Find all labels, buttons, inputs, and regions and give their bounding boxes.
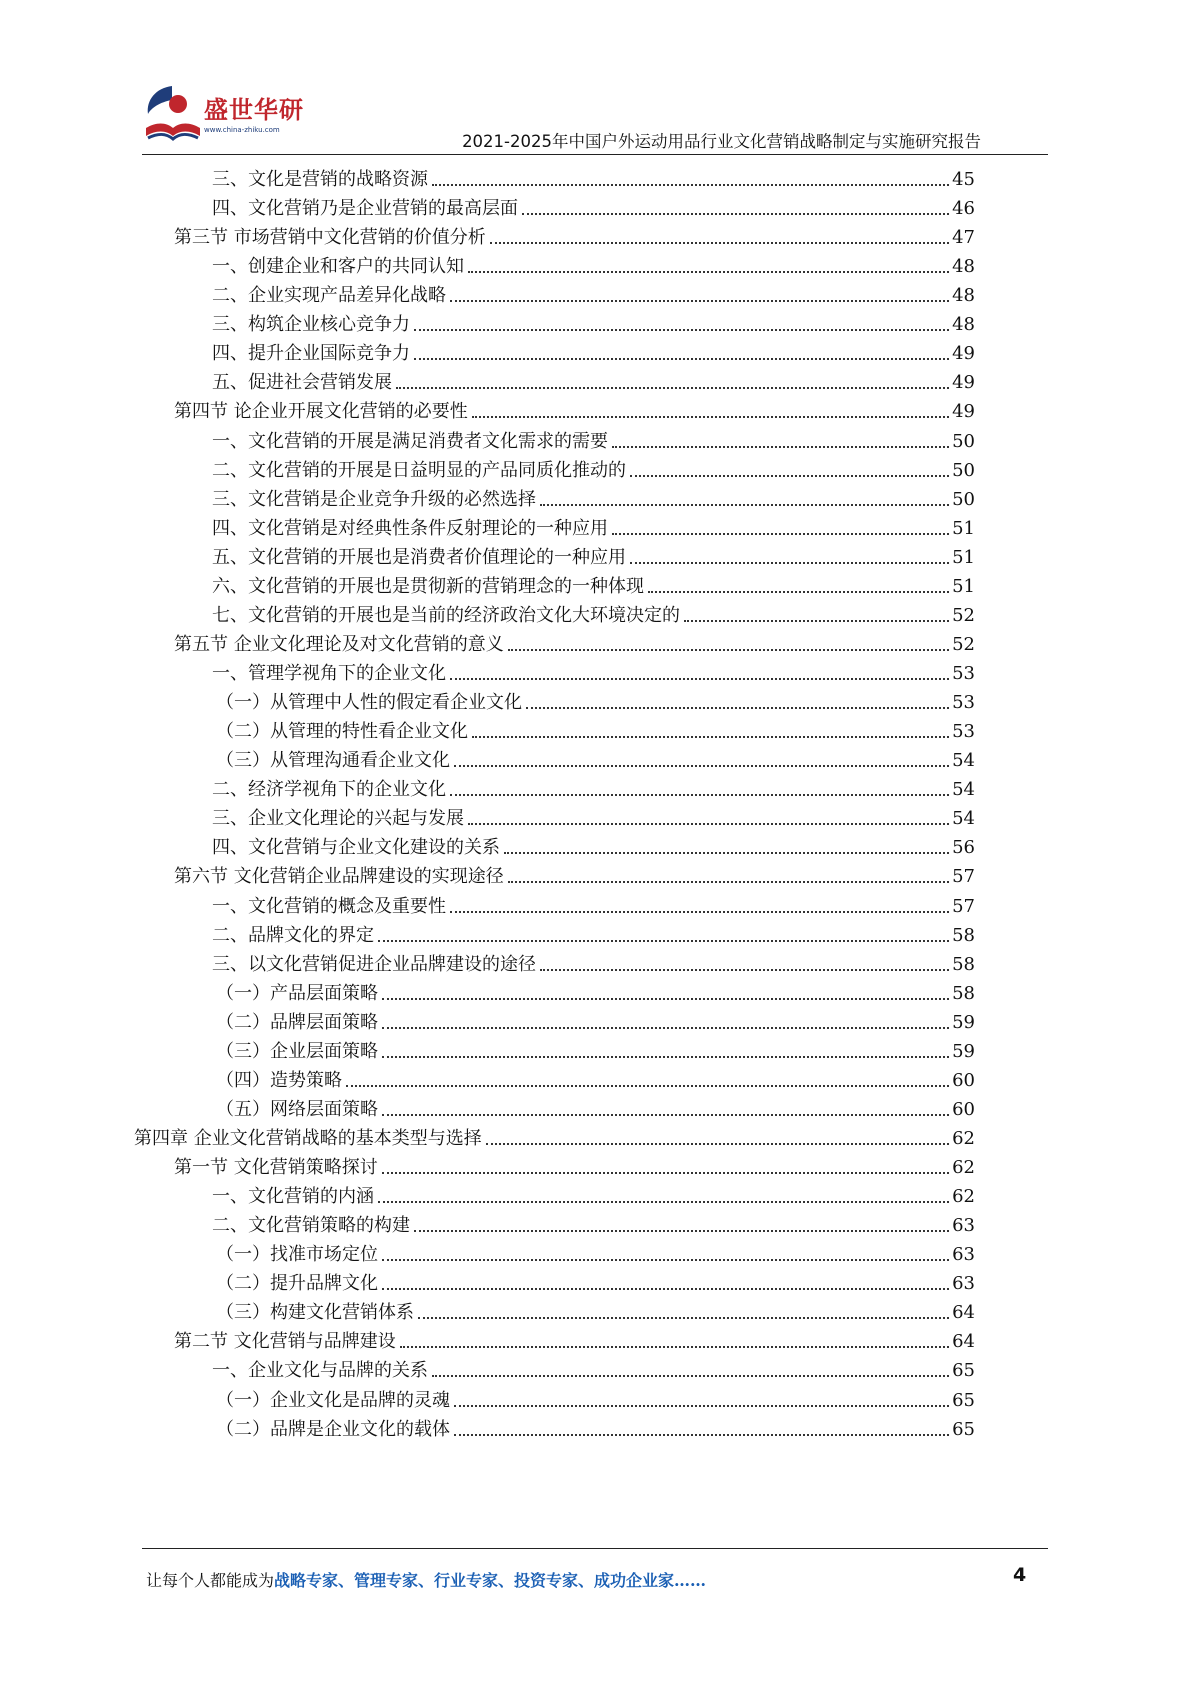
toc-entry[interactable] bbox=[212, 363, 975, 394]
toc-dot-leader bbox=[418, 1317, 949, 1319]
toc-entry[interactable] bbox=[212, 189, 975, 220]
toc-entry-title: （一）产品层面策略 bbox=[216, 982, 378, 1004]
toc-entry-title: （一）企业文化是品牌的灵魂 bbox=[216, 1389, 450, 1411]
toc-entry-page: 56 bbox=[952, 837, 975, 859]
toc-entry-page: 48 bbox=[952, 256, 975, 278]
toc-entry[interactable] bbox=[212, 799, 975, 830]
toc-dot-leader bbox=[450, 911, 949, 913]
toc-entry-title: 六、文化营销的开展也是贯彻新的营销理念的一种体现 bbox=[212, 575, 644, 597]
toc-entry-page: 48 bbox=[952, 285, 975, 307]
toc-dot-leader bbox=[382, 998, 949, 1000]
toc-entry-page: 65 bbox=[952, 1389, 975, 1411]
toc-entry[interactable] bbox=[212, 538, 975, 569]
toc-entry-title: （二）从管理的特性看企业文化 bbox=[216, 721, 468, 743]
toc-dot-leader bbox=[472, 416, 949, 418]
toc-dot-leader bbox=[468, 271, 949, 273]
toc-entry-page: 52 bbox=[952, 633, 975, 655]
toc-entry-page: 50 bbox=[952, 430, 975, 452]
toc-entry-page: 63 bbox=[952, 1244, 975, 1266]
toc-entry-page: 64 bbox=[952, 1331, 975, 1353]
toc-entry-page: 50 bbox=[952, 459, 975, 481]
header-divider bbox=[142, 154, 1048, 155]
logo-book-icon bbox=[142, 82, 204, 148]
toc-entry-page: 65 bbox=[952, 1360, 975, 1382]
toc-entry-title: 第六节 文化营销企业品牌建设的实现途径 bbox=[174, 866, 504, 888]
toc-dot-leader bbox=[382, 1027, 949, 1029]
toc-entry-title: 三、文化营销是企业竞争升级的必然选择 bbox=[212, 488, 536, 510]
toc-entry[interactable] bbox=[212, 1177, 975, 1208]
toc-entry-title: （二）品牌层面策略 bbox=[216, 1011, 378, 1033]
toc-entry-page: 47 bbox=[952, 227, 975, 249]
toc-entry-title: （一）找准市场定位 bbox=[216, 1244, 378, 1266]
toc-entry-title: （二）品牌是企业文化的载体 bbox=[216, 1418, 450, 1440]
toc-entry-title: 第五节 企业文化理论及对文化营销的意义 bbox=[174, 633, 504, 655]
toc-dot-leader bbox=[508, 881, 949, 883]
company-logo bbox=[142, 82, 322, 148]
toc-entry-title: 第二节 文化营销与品牌建设 bbox=[174, 1331, 396, 1353]
toc-dot-leader bbox=[382, 1172, 949, 1174]
toc-entry[interactable] bbox=[212, 160, 975, 191]
toc-dot-leader bbox=[414, 358, 949, 360]
toc-entry[interactable] bbox=[174, 625, 975, 656]
footer-divider bbox=[142, 1548, 1048, 1549]
toc-dot-leader bbox=[612, 446, 949, 448]
toc-entry[interactable] bbox=[212, 305, 975, 336]
toc-entry-title: 四、文化营销是对经典性条件反射理论的一种应用 bbox=[212, 517, 608, 539]
toc-dot-leader bbox=[382, 1114, 949, 1116]
toc-entry[interactable] bbox=[212, 770, 975, 801]
toc-entry[interactable] bbox=[212, 247, 975, 278]
footer-slogan bbox=[146, 1568, 706, 1591]
toc-entry-title: 第四章 企业文化营销战略的基本类型与选择 bbox=[134, 1127, 482, 1149]
toc-entry-title: 五、文化营销的开展也是消费者价值理论的一种应用 bbox=[212, 546, 626, 568]
toc-entry[interactable] bbox=[216, 1090, 975, 1121]
logo-url: www.china-zhiku.com bbox=[204, 126, 280, 134]
toc-entry-page: 58 bbox=[952, 982, 975, 1004]
toc-dot-leader bbox=[630, 562, 949, 564]
toc-dot-leader bbox=[378, 1201, 949, 1203]
toc-dot-leader bbox=[684, 620, 949, 622]
logo-name: 盛世华研 bbox=[204, 96, 304, 124]
toc-entry-title: 二、文化营销策略的构建 bbox=[212, 1215, 410, 1237]
toc-entry[interactable] bbox=[212, 276, 975, 307]
toc-entry-page: 48 bbox=[952, 314, 975, 336]
toc-entry[interactable] bbox=[216, 1061, 975, 1092]
toc-entry-page: 53 bbox=[952, 663, 975, 685]
toc-entry[interactable] bbox=[216, 1381, 975, 1412]
toc-entry-page: 64 bbox=[952, 1302, 975, 1324]
toc-entry-title: 三、文化是营销的战略资源 bbox=[212, 169, 428, 190]
toc-entry-title: 三、构筑企业核心竞争力 bbox=[212, 314, 410, 336]
toc-entry-title: 一、创建企业和客户的共同认知 bbox=[212, 256, 464, 278]
toc-dot-leader bbox=[454, 1405, 949, 1407]
toc-dot-leader bbox=[508, 649, 949, 651]
toc-dot-leader bbox=[432, 184, 949, 186]
toc-entry-title: 四、提升企业国际竞争力 bbox=[212, 343, 410, 365]
toc-entry-title: 一、文化营销的内涵 bbox=[212, 1186, 374, 1208]
toc-entry-title: 一、企业文化与品牌的关系 bbox=[212, 1360, 428, 1382]
toc-entry[interactable] bbox=[212, 1206, 975, 1237]
toc-entry-title: 五、促进社会营销发展 bbox=[212, 372, 392, 394]
toc-dot-leader bbox=[526, 707, 949, 709]
toc-entry-page: 49 bbox=[952, 343, 975, 365]
toc-dot-leader bbox=[504, 852, 949, 854]
toc-dot-leader bbox=[522, 213, 949, 215]
toc-entry-page: 53 bbox=[952, 721, 975, 743]
toc-entry-title: 一、文化营销的概念及重要性 bbox=[212, 895, 446, 917]
toc-entry-page: 62 bbox=[952, 1127, 975, 1149]
toc-dot-leader bbox=[378, 940, 949, 942]
toc-entry-page: 57 bbox=[952, 895, 975, 917]
toc-entry-page: 46 bbox=[952, 198, 975, 220]
toc-dot-leader bbox=[472, 736, 949, 738]
toc-dot-leader bbox=[454, 1434, 949, 1436]
toc-entry-title: 四、文化营销与企业文化建设的关系 bbox=[212, 837, 500, 859]
toc-entry-title: （三）从管理沟通看企业文化 bbox=[216, 750, 450, 772]
toc-entry[interactable] bbox=[216, 1235, 975, 1266]
toc-entry-title: 三、企业文化理论的兴起与发展 bbox=[212, 808, 464, 830]
toc-entry-title: （二）提升品牌文化 bbox=[216, 1273, 378, 1295]
toc-dot-leader bbox=[396, 387, 949, 389]
toc-entry-title: （五）网络层面策略 bbox=[216, 1098, 378, 1120]
toc-entry[interactable] bbox=[216, 974, 975, 1005]
footer-slogan-prefix: 让每个人都能成为 bbox=[146, 1571, 275, 1590]
toc-entry-title: 二、文化营销的开展是日益明显的产品同质化推动的 bbox=[212, 459, 626, 481]
toc-entry-page: 49 bbox=[952, 401, 975, 423]
toc-dot-leader bbox=[486, 1143, 949, 1145]
toc-entry-title: （四）造势策略 bbox=[216, 1069, 342, 1091]
toc-entry-page: 59 bbox=[952, 1011, 975, 1033]
toc-entry[interactable] bbox=[216, 1410, 975, 1441]
toc-entry-page: 58 bbox=[952, 953, 975, 975]
report-title: 2021-2025年中国户外运动用品行业文化营销战略制定与实施研究报告 bbox=[462, 132, 981, 151]
toc-entry[interactable] bbox=[212, 828, 975, 859]
toc-entry-page: 65 bbox=[952, 1418, 975, 1440]
toc-dot-leader bbox=[450, 300, 949, 302]
toc-entry[interactable] bbox=[134, 1119, 975, 1150]
toc-entry[interactable] bbox=[212, 945, 975, 976]
toc-entry-page: 54 bbox=[952, 779, 975, 801]
toc-dot-leader bbox=[450, 678, 949, 680]
toc-entry[interactable] bbox=[212, 451, 975, 482]
toc-entry-page: 54 bbox=[952, 808, 975, 830]
toc-entry-page: 52 bbox=[952, 604, 975, 626]
toc-dot-leader bbox=[414, 329, 949, 331]
toc-entry[interactable] bbox=[212, 480, 975, 511]
toc-dot-leader bbox=[382, 1259, 949, 1261]
toc-entry-title: 三、以文化营销促进企业品牌建设的途径 bbox=[212, 953, 536, 975]
toc-entry-page: 54 bbox=[952, 750, 975, 772]
toc-entry-page: 62 bbox=[952, 1157, 975, 1179]
toc-entry-title: 第四节 论企业开展文化营销的必要性 bbox=[174, 401, 468, 423]
toc-entry-page: 60 bbox=[952, 1098, 975, 1120]
toc-entry-title: 二、经济学视角下的企业文化 bbox=[212, 779, 446, 801]
toc-entry-title: 一、管理学视角下的企业文化 bbox=[212, 663, 446, 685]
toc-entry-page: 59 bbox=[952, 1040, 975, 1062]
toc-entry[interactable] bbox=[174, 1322, 975, 1353]
toc-entry-title: 二、企业实现产品差异化战略 bbox=[212, 285, 446, 307]
toc-entry-page: 58 bbox=[952, 924, 975, 946]
page-header bbox=[0, 0, 1191, 160]
toc-entry-title: 一、文化营销的开展是满足消费者文化需求的需要 bbox=[212, 430, 608, 452]
toc-entry-page: 57 bbox=[952, 866, 975, 888]
toc-entry-page: 51 bbox=[952, 546, 975, 568]
toc-dot-leader bbox=[612, 533, 949, 535]
toc-entry[interactable] bbox=[212, 422, 975, 453]
toc-entry[interactable] bbox=[216, 1003, 975, 1034]
toc-entry[interactable] bbox=[174, 857, 975, 888]
toc-entry-title: 四、文化营销乃是企业营销的最高层面 bbox=[212, 198, 518, 220]
toc-entry[interactable] bbox=[174, 392, 975, 423]
footer-slogan-highlight: 战略专家、管理专家、行业专家、投资专家、成功企业家…… bbox=[274, 1571, 707, 1590]
toc-entry[interactable] bbox=[174, 218, 975, 249]
toc-dot-leader bbox=[540, 504, 949, 506]
toc-dot-leader bbox=[540, 969, 949, 971]
toc-entry-title: （一）从管理中人性的假定看企业文化 bbox=[216, 692, 522, 714]
toc-entry[interactable] bbox=[216, 712, 975, 743]
toc-entry-page: 51 bbox=[952, 575, 975, 597]
toc-entry-title: 二、品牌文化的界定 bbox=[212, 924, 374, 946]
toc-dot-leader bbox=[630, 475, 949, 477]
toc-entry-title: （三）构建文化营销体系 bbox=[216, 1302, 414, 1324]
toc-entry-page: 60 bbox=[952, 1069, 975, 1091]
toc-dot-leader bbox=[400, 1346, 949, 1348]
toc-entry-page: 62 bbox=[952, 1186, 975, 1208]
toc-dot-leader bbox=[432, 1375, 949, 1377]
toc-entry[interactable] bbox=[216, 683, 975, 714]
toc-dot-leader bbox=[414, 1230, 949, 1232]
toc-entry-page: 49 bbox=[952, 372, 975, 394]
toc-entry[interactable] bbox=[212, 1351, 975, 1382]
toc-entry-page: 50 bbox=[952, 488, 975, 510]
toc-entry-page: 45 bbox=[952, 169, 975, 190]
toc-dot-leader bbox=[454, 765, 949, 767]
toc-entry-title: 第三节 市场营销中文化营销的价值分析 bbox=[174, 227, 486, 249]
toc-entry[interactable] bbox=[216, 1293, 975, 1324]
toc-dot-leader bbox=[490, 242, 949, 244]
toc-entry-title: （三）企业层面策略 bbox=[216, 1040, 378, 1062]
toc-dot-leader bbox=[450, 794, 949, 796]
toc-dot-leader bbox=[648, 591, 949, 593]
toc-entry[interactable] bbox=[212, 334, 975, 365]
toc-entry[interactable] bbox=[216, 1032, 975, 1063]
toc-entry-title: 七、文化营销的开展也是当前的经济政治文化大环境决定的 bbox=[212, 604, 680, 626]
toc-entry-title: 第一节 文化营销策略探讨 bbox=[174, 1157, 378, 1179]
toc-entry-page: 63 bbox=[952, 1273, 975, 1295]
toc-entry-page: 63 bbox=[952, 1215, 975, 1237]
toc-entry-page: 51 bbox=[952, 517, 975, 539]
toc-entry[interactable] bbox=[212, 916, 975, 947]
page-number: 4 bbox=[1013, 1564, 1027, 1586]
toc-entry[interactable] bbox=[212, 887, 975, 918]
toc-entry-page: 53 bbox=[952, 692, 975, 714]
toc-entry[interactable] bbox=[212, 509, 975, 540]
toc-dot-leader bbox=[346, 1085, 949, 1087]
toc-dot-leader bbox=[382, 1288, 949, 1290]
toc-entry[interactable] bbox=[216, 1264, 975, 1295]
toc-entry[interactable] bbox=[174, 1148, 975, 1179]
toc-dot-leader bbox=[468, 823, 949, 825]
toc-entry[interactable] bbox=[216, 741, 975, 772]
toc-entry[interactable] bbox=[212, 654, 975, 685]
toc-entry[interactable] bbox=[212, 596, 975, 627]
toc-entry[interactable] bbox=[212, 567, 975, 598]
toc-dot-leader bbox=[382, 1056, 949, 1058]
